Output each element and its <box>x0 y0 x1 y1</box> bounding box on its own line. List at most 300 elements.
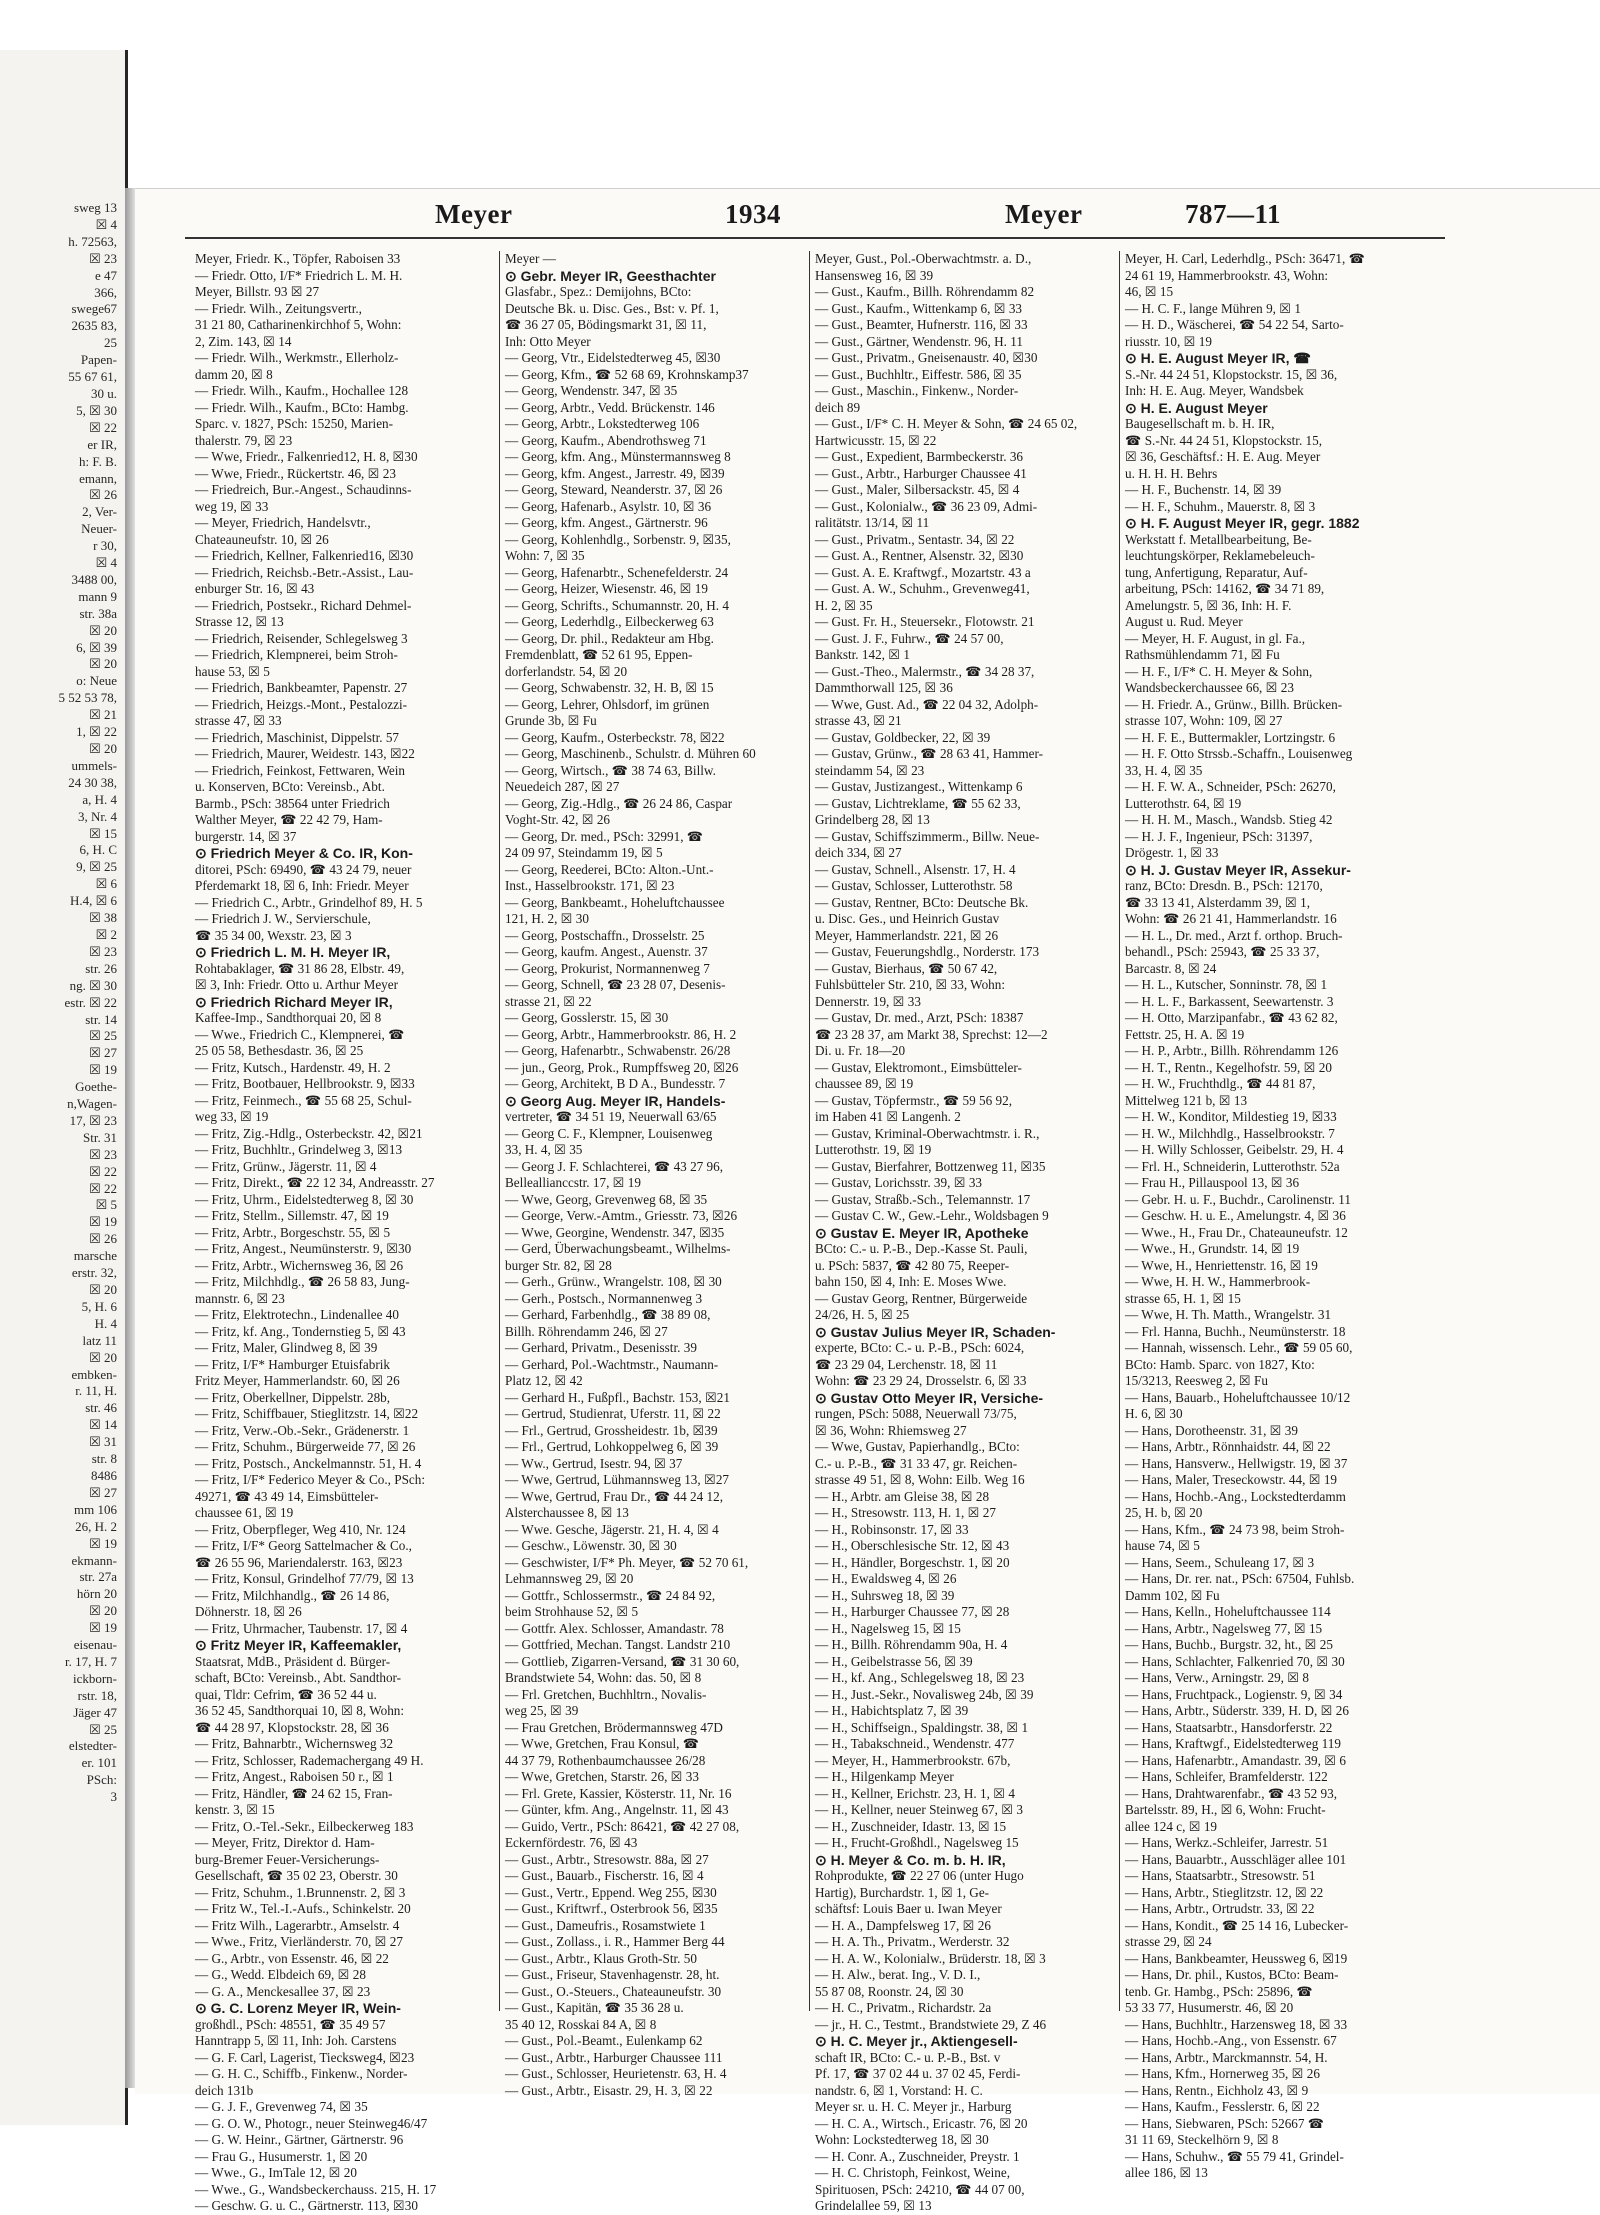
directory-columns <box>195 251 1445 2213</box>
directory-line: Meyer, H. Carl, Lederhdlg., PSch: 36471, ☎ <box>1125 251 1366 266</box>
firm-entry-heading: ⊙ Georg Aug. Meyer IR, Handels- <box>505 1092 726 1109</box>
directory-line: — Fritz W., Tel.-I.-Aufs., Schinkelstr. 20 <box>195 1901 411 1916</box>
directory-line: Spirituosen, PSch: 24210, ☎ 44 07 00, <box>815 2181 1025 2197</box>
directory-line: — Georg, Bankbeamt., Hoheluftchaussee <box>505 894 725 910</box>
directory-line: — Georg, Reederei, BCto: Alton.-Unt.- <box>505 861 714 877</box>
directory-line: — Georg, Arbtr., Vedd. Brückenstr. 146 <box>505 399 715 415</box>
directory-line: 44 37 79, Rothenbaumchaussee 26/28 <box>505 1752 706 1768</box>
directory-line: — Fritz, Schuhm., 1.Brunnenstr. 2, ☒ 3 <box>195 1884 406 1900</box>
directory-line: Dennerstr. 19, ☒ 33 <box>815 993 921 1009</box>
directory-line: Platz 12, ☒ 42 <box>505 1373 583 1388</box>
directory-line: — Fritz, Milchhdlg., ☎ 26 58 83, Jung- <box>195 1274 410 1289</box>
directory-line: — Hans, Kaufm., Fesslerstr. 6, ☒ 22 <box>1125 2099 1320 2114</box>
directory-line: Billh. Röhrendamm 246, ☒ 27 <box>505 1323 668 1339</box>
directory-line: weg 19, ☒ 33 <box>195 498 269 514</box>
left-page-text: ummels- <box>71 757 117 773</box>
directory-line: Lutterothstr. 64, ☒ 19 <box>1125 795 1242 811</box>
left-page-text: ☒ 25 <box>89 1721 117 1737</box>
directory-line: — Fritz, Kutsch., Hardenstr. 49, H. 2 <box>195 1059 391 1075</box>
directory-line: — Wwe, Gretchen, Starstr. 26, ☒ 33 <box>505 1769 699 1784</box>
directory-line: — Georg, kfm. Ang., Münstermannsweg 8 <box>505 449 731 464</box>
left-page-text: str. 46 <box>85 1400 117 1416</box>
directory-line: burg-Bremer Feuer-Versicherungs- <box>195 1851 380 1867</box>
directory-line: — Gust., Kolonialw., ☎ 36 23 09, Admi- <box>815 498 1038 514</box>
directory-line: — G. F. Carl, Lagerist, Tiecksweg4, ☒23 <box>195 2049 415 2065</box>
directory-line: — Wwe, Georg, Grevenweg 68, ☒ 35 <box>505 1191 708 1207</box>
firm-entry-heading: ⊙ H. J. Gustav Meyer IR, Assekur- <box>1125 861 1351 878</box>
directory-line: — Friedrich, Kellner, Falkenried16, ☒30 <box>195 548 414 563</box>
directory-line: — Georg, Hafenarbtr., Schenefelderstr. 24 <box>505 564 729 580</box>
directory-line: — Wwe, H. Th. Matth., Wrangelstr. 31 <box>1125 1307 1332 1322</box>
firm-entry-heading: ⊙ Friedrich Richard Meyer IR, <box>195 993 393 1010</box>
directory-line: — Hans, Kraftwgf., Eidelstedterweg 119 <box>1125 1736 1341 1751</box>
directory-line: Barmb., PSch: 38564 unter Friedrich <box>195 795 390 811</box>
directory-line: — H., Nagelsweg 15, ☒ 15 <box>815 1620 961 1636</box>
directory-line: — Ww., Gertrud, Isestr. 94, ☒ 37 <box>505 1455 683 1471</box>
directory-line: H. 2, ☒ 35 <box>815 597 873 613</box>
directory-line: — Gust., Dameufris., Rosamstwiete 1 <box>505 1917 706 1933</box>
firm-entry-heading: ⊙ Gustav Otto Meyer IR, Versiche- <box>815 1389 1044 1406</box>
directory-line: — Gustav, Feuerungshdlg., Norderstr. 173 <box>815 944 1040 959</box>
directory-line: — Georg, Kaufm., Abendrothsweg 71 <box>505 432 707 448</box>
directory-line: — Hans, Dr. rer. nat., PSch: 67504, Fuhlsb. <box>1125 1571 1355 1586</box>
left-page-text: PSch: <box>86 1772 117 1788</box>
directory-line: ☎ 33 13 41, Alsterdamm 39, ☒ 1, <box>1125 894 1311 910</box>
directory-line: — Georg, kfm. Angest., Jarrestr. 49, ☒39 <box>505 465 725 481</box>
left-page-text: ☒ 27 <box>89 1484 117 1500</box>
directory-line: — Gustav, Goldbecker, 22, ☒ 39 <box>815 729 991 745</box>
left-page-text: ☒ 14 <box>89 1417 117 1433</box>
directory-line: chaussee 61, ☒ 19 <box>195 1505 294 1520</box>
directory-line: weg 25, ☒ 39 <box>505 1703 579 1718</box>
directory-line: Hartig), Burchardstr. 1, ☒ 1, Ge- <box>815 1884 990 1900</box>
left-page-text: ☒ 2 <box>95 926 117 942</box>
left-page-text: a, H. 4 <box>82 791 117 807</box>
directory-line: — Friedrich, Feinkost, Fettwaren, Wein <box>195 762 406 778</box>
directory-line: Drögestr. 1, ☒ 33 <box>1125 845 1219 860</box>
directory-line: — H. C. A., Wirtsch., Ericastr. 76, ☒ 20 <box>815 2115 1028 2131</box>
left-page-text: 8486 <box>91 1467 117 1483</box>
firm-entry-heading: ⊙ Friedrich L. M. H. Meyer IR, <box>195 944 391 960</box>
directory-line: — Gust. Fr. H., Steuersekr., Flotowstr. 21 <box>815 614 1035 629</box>
directory-line: ☎ 23 28 37, am Markt 38, Sprechst: 12—2 <box>815 1026 1048 1042</box>
directory-line: — Hans, Siebwaren, PSch: 52667 ☎ <box>1125 2115 1325 2131</box>
directory-line: leuchtungskörper, Reklamebeleuch- <box>1125 548 1315 563</box>
directory-line: — Georg C. F., Klempner, Louisenweg <box>505 1125 713 1141</box>
directory-line: — Georg, Gosslerstr. 15, ☒ 30 <box>505 1010 669 1025</box>
left-page-text: mann 9 <box>78 588 117 604</box>
left-page-text: 26, H. 2 <box>75 1518 117 1534</box>
directory-line: — Hans, Fruchtpack., Logienstr. 9, ☒ 34 <box>1125 1686 1343 1702</box>
left-page-text: mm 106 <box>74 1501 117 1517</box>
directory-line: — H., Hilgenkamp Meyer <box>815 1769 954 1784</box>
directory-line: — H., Ewaldsweg 4, ☒ 26 <box>815 1571 957 1586</box>
directory-line: Hartwicusstr. 15, ☒ 22 <box>815 432 937 448</box>
directory-line: — Fritz, Milchhandlg., ☎ 26 14 86, <box>195 1587 390 1603</box>
directory-line: BCto: Hamb. Sparc. von 1827, Kto: <box>1125 1356 1315 1372</box>
directory-line: — Fritz, Uhrmacher, Taubenstr. 17, ☒ 4 <box>195 1620 408 1636</box>
directory-line: u. H. H. H. Behrs <box>1125 465 1218 481</box>
left-page-text: 2635 83, <box>71 318 117 334</box>
directory-line: — Fritz, kf. Ang., Tondernstieg 5, ☒ 43 <box>195 1323 406 1339</box>
directory-line: — Georg, Vtr., Eidelstedterweg 45, ☒30 <box>505 350 721 365</box>
directory-line: Meyer, Billstr. 93 ☒ 27 <box>195 284 320 299</box>
directory-line: strasse 21, ☒ 22 <box>505 993 592 1009</box>
left-page-text: ☒ 6 <box>95 876 117 892</box>
directory-line: — Hans, Kfm., ☎ 24 73 98, beim Stroh- <box>1125 1521 1345 1537</box>
directory-line: — Friedr. Wilh., Zeitungsvertr., <box>195 300 362 316</box>
directory-line: Rohtabaklager, ☎ 31 86 28, Elbstr. 49, <box>195 960 405 976</box>
directory-line: damm 20, ☒ 8 <box>195 366 273 382</box>
directory-line: — Georg, Kfm., ☎ 52 68 69, Krohnskamp37 <box>505 366 749 382</box>
directory-line: — Gust., I/F* C. H. Meyer & Sohn, ☎ 24 65 02, <box>815 416 1078 431</box>
directory-line: ranz, BCto: Dresdn. B., PSch: 12170, <box>1125 878 1323 893</box>
directory-line: — Georg, kfm. Angest., Gärtnerstr. 96 <box>505 515 708 530</box>
directory-line: Werkstatt f. Metallbearbeitung, Be- <box>1125 531 1312 547</box>
directory-line: nandstr. 6, ☒ 1, Vorstand: H. C. <box>815 2082 983 2098</box>
directory-line: — Wwe, Gust. Ad., ☎ 22 04 32, Adolph- <box>815 696 1039 712</box>
directory-line: strasse 29, ☒ 24 <box>1125 1934 1212 1949</box>
left-page-text: 366, <box>94 284 117 300</box>
directory-line: — Gustav, Kriminal-Oberwachtmstr. i. R., <box>815 1125 1040 1141</box>
left-page-text: str. 14 <box>85 1011 117 1027</box>
directory-line: — Frl. H., Schneiderin, Lutterothstr. 52a <box>1125 1158 1340 1174</box>
directory-line: — Wwe., H., Grundstr. 14, ☒ 19 <box>1125 1241 1300 1256</box>
directory-line: — Wwe, Gertrud, Frau Dr., ☎ 44 24 12, <box>505 1488 723 1504</box>
left-page-text: 17, ☒ 23 <box>69 1112 117 1128</box>
directory-line: — Meyer, Fritz, Direktor d. Ham- <box>195 1835 375 1850</box>
directory-line: — Hans, Bauarbtr., Ausschläger allee 101 <box>1125 1851 1347 1867</box>
directory-line: — Gertrud, Studienrat, Uferstr. 11, ☒ 22 <box>505 1406 721 1421</box>
directory-line: Fettstr. 25, H. A. ☒ 19 <box>1125 1026 1245 1042</box>
directory-line: Meyer — <box>505 251 556 266</box>
directory-line: — H. P., Arbtr., Billh. Röhrendamm 126 <box>1125 1043 1339 1058</box>
directory-line: Baugesellschaft m. b. H. IR, <box>1125 416 1275 431</box>
directory-line: ☒ 36, Wohn: Rhiemsweg 27 <box>815 1422 967 1438</box>
directory-line: — Georg J. F. Schlachterei, ☎ 43 27 96, <box>505 1158 724 1174</box>
left-page-text: 3 <box>110 1789 117 1805</box>
directory-line: — H. C. Christoph, Feinkost, Weine, <box>815 2165 1011 2180</box>
directory-line: — H., Kellner, Erichstr. 23, H. 1, ☒ 4 <box>815 1785 1015 1801</box>
directory-line: Grunde 3b, ☒ Fu <box>505 713 597 728</box>
directory-line: Gesellschaft, ☎ 35 02 23, Oberstr. 30 <box>195 1868 398 1883</box>
directory-line: — Fritz, Schiffbauer, Stieglitzstr. 14, ☒22 <box>195 1406 419 1421</box>
directory-line: — Gust., Arbtr., Harburger Chaussee 41 <box>815 465 1027 481</box>
left-page-text: H.4, ☒ 6 <box>69 893 117 909</box>
directory-line: — Gust., Arbtr., Stresowstr. 88a, ☒ 27 <box>505 1851 709 1867</box>
left-page-text: ☒ 21 <box>89 707 117 723</box>
directory-line: — H. Willy Schlosser, Geibelstr. 29, H. 4 <box>1125 1142 1344 1157</box>
left-page-text: hörn 20 <box>76 1586 117 1602</box>
directory-line: — Fritz, Verw.-Ob.-Sekr., Grädenerstr. 1 <box>195 1422 410 1438</box>
directory-line: — Fritz, Angest., Raboisen 50 r., ☒ 1 <box>195 1769 394 1784</box>
directory-line: — Gustav, Justizangest., Wittenkamp 6 <box>815 779 1023 794</box>
left-page-text: ☒ 26 <box>89 487 117 503</box>
directory-line: 24 61 19, Hammerbrookstr. 43, Wohn: <box>1125 267 1329 283</box>
directory-line: strasse 65, H. 1, ☒ 15 <box>1125 1290 1241 1306</box>
directory-line: — Hans, Seem., Schuleang 17, ☒ 3 <box>1125 1554 1315 1570</box>
column-4 <box>1125 251 1425 2180</box>
directory-line: — Friedr. Wilh., Kaufm., BCto: Hambg. <box>195 399 409 415</box>
left-page-text: str. 8 <box>91 1451 117 1467</box>
directory-line: Wohn: 7, ☒ 35 <box>505 548 585 563</box>
column-divider <box>499 251 500 2011</box>
directory-line: Pf. 17, ☎ 37 02 44 u. 37 02 45, Ferdi- <box>815 2066 1021 2081</box>
column-divider <box>809 251 810 2011</box>
directory-line: Barcastr. 8, ☒ 24 <box>1125 960 1217 976</box>
directory-line: — G. J. F., Grevenweg 74, ☒ 35 <box>195 2099 368 2114</box>
directory-line: — Gustav Georg, Rentner, Bürgerweide <box>815 1290 1028 1306</box>
left-page-text: latz 11 <box>82 1332 117 1348</box>
directory-line: Lutterothstr. 19, ☒ 19 <box>815 1142 932 1157</box>
directory-line: — Gust., Friseur, Stavenhagenstr. 28, ht. <box>505 1967 720 1982</box>
directory-line: — H. A. Th., Privatm., Werderstr. 32 <box>815 1934 1010 1949</box>
directory-line: — Gust. A., Rentner, Alsenstr. 32, ☒30 <box>815 548 1024 563</box>
directory-line: strasse 47, ☒ 33 <box>195 713 282 728</box>
column-1 <box>195 251 495 2213</box>
directory-line: — Fritz Wilh., Lagerarbtr., Amselstr. 4 <box>195 1917 400 1933</box>
directory-line: thalerstr. 79, ☒ 23 <box>195 432 293 448</box>
left-page-text: ☒ 19 <box>89 1214 117 1230</box>
directory-line: Staatsrat, MdB., Präsident d. Bürger- <box>195 1653 391 1669</box>
directory-line: — Gust., Arbtr., Eisastr. 29, H. 3, ☒ 22 <box>505 2082 713 2098</box>
directory-line: — Georg, Arbtr., Lokstedterweg 106 <box>505 416 700 431</box>
directory-line: — Wwe., Friedrich C., Klempnerei, ☎ <box>195 1026 405 1042</box>
directory-line: ☎ 44 28 97, Klopstockstr. 28, ☒ 36 <box>195 1719 389 1735</box>
directory-line: Damm 102, ☒ Fu <box>1125 1587 1220 1603</box>
left-page-text: 5 52 53 78, <box>58 690 117 706</box>
directory-line: — George, Verw.-Amtm., Griesstr. 73, ☒26 <box>505 1208 738 1223</box>
directory-line: weg 33, ☒ 19 <box>195 1109 269 1124</box>
left-page-text: ☒ 5 <box>95 1197 117 1213</box>
left-page-text: Str. 31 <box>83 1129 117 1145</box>
left-page-text: ☒ 22 <box>89 1180 117 1196</box>
directory-line: Alsterchaussee 8, ☒ 13 <box>505 1505 629 1520</box>
directory-line: — H. Alw., berat. Ing., V. D. I., <box>815 1967 981 1982</box>
directory-line: Mittelweg 121 b, ☒ 13 <box>1125 1092 1248 1108</box>
left-page-text: ☒ 4 <box>95 216 117 232</box>
left-page-text: ☒ 20 <box>89 741 117 756</box>
left-page-text: rstr. 18, <box>77 1687 117 1703</box>
directory-line: — Georg, Arbtr., Hammerbrookstr. 86, H. 2 <box>505 1026 737 1042</box>
directory-line: Wohn: ☎ 23 29 24, Drosselstr. 6, ☒ 33 <box>815 1373 1027 1388</box>
directory-line: — H., Tabakschneid., Wendenstr. 477 <box>815 1736 1015 1751</box>
directory-line: Belleallianccstr. 17, ☒ 19 <box>505 1175 641 1190</box>
directory-line: Meyer, Gust., Pol.-Oberwachtmstr. a. D., <box>815 251 1032 266</box>
directory-line: — Fritz, Oberpfleger, Weg 410, Nr. 124 <box>195 1521 406 1537</box>
directory-line: — Hannah, wissensch. Lehr., ☎ 59 05 60, <box>1125 1340 1353 1355</box>
left-page-text: er IR, <box>87 436 117 452</box>
directory-line: — H. C. F., lange Mühren 9, ☒ 1 <box>1125 300 1301 316</box>
directory-line: — Gust., Expedient, Barmbeckerstr. 36 <box>815 449 1024 464</box>
directory-line: — Meyer, H., Hammerbrookstr. 67b, <box>815 1752 1011 1768</box>
directory-line: Voght-Str. 42, ☒ 26 <box>505 812 611 827</box>
directory-line: — jun., Georg, Prok., Rumpffsweg 20, ☒26 <box>505 1059 739 1075</box>
directory-line: großhdl., PSch: 48551, ☎ 35 49 57 <box>195 2016 386 2032</box>
directory-line: Di. u. Fr. 18—20 <box>815 1043 906 1058</box>
directory-line: — H., Habichtsplatz 7, ☒ 39 <box>815 1703 969 1718</box>
directory-line: — Hans, Staatsarbtr., Hansdorferstr. 22 <box>1125 1719 1333 1735</box>
left-page-text: ☒ 31 <box>89 1434 117 1450</box>
left-page-text: Goethe- <box>75 1079 117 1095</box>
left-page-text: Papen- <box>80 352 117 368</box>
directory-line: 35 40 12, Rosskai 84 A, ☒ 8 <box>505 2016 657 2032</box>
directory-line: — H. Friedr. A., Grünw., Billh. Brücken- <box>1125 696 1343 712</box>
left-page-text: ☒ 20 <box>89 1603 117 1619</box>
directory-line: deich 131b <box>195 2082 254 2098</box>
directory-line: — H. F., Schuhm., Mauerstr. 8, ☒ 3 <box>1125 498 1316 514</box>
directory-line: — H. Conr. A., Zuschneider, Preystr. 1 <box>815 2148 1020 2164</box>
directory-line: — Gustav, Schiffszimmerm., Billw. Neue- <box>815 828 1040 844</box>
directory-line: — Friedrich, Heizgs.-Mont., Pestalozzi- <box>195 696 408 712</box>
directory-line: — Gust., Privatm., Sentastr. 34, ☒ 22 <box>815 531 1015 547</box>
left-page-text: ☒ 19 <box>89 1535 117 1551</box>
directory-line: — H., Robinsonstr. 17, ☒ 33 <box>815 1521 969 1537</box>
directory-line: — Fritz, Angest., Neumünsterstr. 9, ☒30 <box>195 1241 412 1256</box>
left-page-text: emann, <box>79 470 117 486</box>
directory-line: — Gust., Kaufm., Billh. Röhrendamm 82 <box>815 284 1035 299</box>
directory-line: Brandstwiete 54, Wohn: das. 50, ☒ 8 <box>505 1670 702 1685</box>
directory-line: schaft, BCto: Vereinsb., Abt. Sandthor- <box>195 1670 402 1685</box>
left-page-text: str. 38a <box>79 605 117 621</box>
directory-line: — H. W., Milchhdlg., Hasselbrookstr. 7 <box>1125 1125 1335 1141</box>
directory-line: Fremdenblatt, ☎ 52 61 95, Eppen- <box>505 647 693 662</box>
directory-line: — Friedrich J. W., Servierschule, <box>195 911 371 926</box>
directory-line: — Gebr. H. u. F., Buchdr., Carolinenstr. 11 <box>1125 1191 1351 1207</box>
directory-line: — Hans, Kondit., ☎ 25 14 16, Lubecker- <box>1125 1917 1349 1933</box>
directory-line: — Fritz, Maler, Glindweg 8, ☒ 39 <box>195 1340 378 1355</box>
directory-line: Pferdemarkt 18, ☒ 6, Inh: Friedr. Meyer <box>195 878 409 893</box>
directory-line: — Gustav, Lichtreklame, ☎ 55 62 33, <box>815 795 1021 811</box>
directory-line: u. Konserven, BCto: Vereinsb., Abt. <box>195 779 385 794</box>
directory-line: — Friedrich, Postsekr., Richard Dehmel- <box>195 597 412 613</box>
directory-line: — Gust., Vertr., Eppend. Weg 255, ☒30 <box>505 1884 717 1900</box>
left-page-text: str. 26 <box>85 960 117 976</box>
left-page-text: ☒ 25 <box>89 1028 117 1044</box>
directory-line: — H. D., Wäscherei, ☎ 54 22 54, Sarto- <box>1125 317 1344 332</box>
directory-line: Kaffee-Imp., Sandthorquai 20, ☒ 8 <box>195 1010 382 1025</box>
directory-line: — Gust., Arbtr., Klaus Groth-Str. 50 <box>505 1950 697 1966</box>
directory-line: — Hans, Bauarb., Hoheluftchaussee 10/12 <box>1125 1389 1351 1405</box>
directory-line: Meyer, Friedr. K., Töpfer, Raboisen 33 <box>195 251 401 266</box>
directory-line: Wohn: ☎ 26 21 41, Hammerlandstr. 16 <box>1125 911 1337 926</box>
directory-line: Inh: H. E. Aug. Meyer, Wandsbek <box>1125 383 1304 398</box>
directory-line: 31 21 80, Catharinenkirchhof 5, Wohn: <box>195 317 402 332</box>
directory-line: — Gust., Kriftwrf., Osterbrook 56, ☒35 <box>505 1901 718 1916</box>
directory-line: Dammthorwall 125, ☒ 36 <box>815 680 953 695</box>
running-head-right: Meyer <box>1005 199 1083 229</box>
directory-line: — Gust., Maler, Silbersackstr. 45, ☒ 4 <box>815 482 1020 497</box>
directory-line: — Friedrich, Maschinist, Dippelstr. 57 <box>195 729 400 745</box>
firm-entry-heading: ⊙ Friedrich Meyer & Co. IR, Kon- <box>195 845 413 861</box>
directory-line: H. 6, ☒ 30 <box>1125 1406 1183 1421</box>
directory-line: — Gust., Arbtr., Harburger Chaussee 111 <box>505 2049 723 2065</box>
directory-line: bahn 150, ☒ 4, Inh: E. Moses Wwe. <box>815 1274 1007 1289</box>
left-page-text: 2, Ver- <box>82 504 117 520</box>
directory-line: — Georg, Dr. med., PSch: 32991, ☎ <box>505 828 704 844</box>
column-divider <box>1119 251 1120 2011</box>
directory-line: — Georg, kaufm. Angest., Auenstr. 37 <box>505 944 708 959</box>
directory-line: — Gust., Kaufm., Wittenkamp 6, ☒ 33 <box>815 300 1023 316</box>
directory-line: — H. W., Konditor, Mildestieg 19, ☒33 <box>1125 1109 1337 1124</box>
directory-line: — Fritz, Bootbauer, Hellbrookstr. 9, ☒33 <box>195 1076 415 1091</box>
directory-line: Bankstr. 142, ☒ 1 <box>815 647 910 662</box>
left-page-text: Jäger 47 <box>73 1704 117 1720</box>
left-page-text: H. 4 <box>94 1315 117 1331</box>
directory-line: — Gust., Bauarb., Fischerstr. 16, ☒ 4 <box>505 1868 704 1883</box>
directory-line: — Guido, Vertr., PSch: 86421, ☎ 42 27 08, <box>505 1818 740 1834</box>
directory-line: — Gerh., Grünw., Wrangelstr. 108, ☒ 30 <box>505 1274 722 1289</box>
column-2 <box>505 251 805 2098</box>
directory-line: strasse 107, Wohn: 109, ☒ 27 <box>1125 713 1283 728</box>
directory-line: — Fritz, Elektrotechn., Lindenallee 40 <box>195 1307 399 1322</box>
directory-line: Inh: Otto Meyer <box>505 333 591 349</box>
directory-line: Döhnerstr. 18, ☒ 26 <box>195 1604 302 1619</box>
directory-line: — Frau Gretchen, Brödermannsweg 47D <box>505 1719 723 1735</box>
directory-line: — Meyer, Friedrich, Handelsvtr., <box>195 515 371 530</box>
directory-line: — Hans, Kfm., Hornerweg 35, ☒ 26 <box>1125 2066 1320 2081</box>
firm-entry-heading: ⊙ H. C. Meyer jr., Aktiengesell- <box>815 2033 1018 2049</box>
directory-line: — H. L., Kutscher, Sonninstr. 78, ☒ 1 <box>1125 977 1328 992</box>
directory-line: Amelungstr. 5, ☒ 36, Inh: H. F. <box>1125 597 1292 613</box>
directory-line: — Georg, Kaufm., Osterbeckstr. 78, ☒22 <box>505 729 725 745</box>
directory-line: — H. F. E., Buttermakler, Lortzingstr. 6 <box>1125 729 1336 745</box>
directory-line: Wohn: Lockstedterweg 18, ☒ 30 <box>815 2132 989 2147</box>
directory-line: allee 124 c, ☒ 19 <box>1125 1818 1218 1834</box>
directory-line: — Gust. A. E. Kraftwgf., Mozartstr. 43 a <box>815 564 1031 580</box>
directory-line: — Gust. A. W., Schuhm., Grevenweg41, <box>815 581 1030 596</box>
left-page-text: 5, ☒ 30 <box>76 402 117 418</box>
header-rule <box>185 237 1445 239</box>
directory-line: Sparc. v. 1827, PSch: 15250, Marien- <box>195 416 394 431</box>
directory-line: — Georg, Wendenstr. 347, ☒ 35 <box>505 383 678 398</box>
directory-line: — Georg, Postschaffn., Drosselstr. 25 <box>505 927 705 943</box>
directory-line: — Hans, Arbtr., Marckmannstr. 54, H. <box>1125 2049 1328 2065</box>
directory-line: — Gust. J. F., Fuhrw., ☎ 24 57 00, <box>815 630 1004 646</box>
directory-line: — H., Arbtr. am Gleise 38, ☒ 28 <box>815 1488 990 1504</box>
directory-line: — Friedr. Otto, I/F* Friedrich L. M. H. <box>195 267 403 283</box>
directory-line: — Hans, Dorotheenstr. 31, ☒ 39 <box>1125 1422 1298 1438</box>
directory-line: — Wwe., H., Frau Dr., Chateauneufstr. 12 <box>1125 1224 1348 1240</box>
directory-line: — Gustav, Töpfermstr., ☎ 59 56 92, <box>815 1092 1013 1108</box>
directory-line: — Hans, Dr. phil., Kustos, BCto: Beam- <box>1125 1967 1339 1982</box>
running-head-year: 1934 <box>725 199 781 229</box>
directory-line: experte, BCto: C.- u. P.-B., PSch: 6024, <box>815 1340 1025 1355</box>
directory-line: — Georg, Schrifts., Schumannstr. 20, H. 4 <box>505 597 729 613</box>
directory-line: — Hans, Arbtr., Rönnhaidstr. 44, ☒ 22 <box>1125 1439 1331 1454</box>
directory-line: — Wwe, Friedr., Rückertstr. 46, ☒ 23 <box>195 465 396 481</box>
directory-line: enburger Str. 16, ☒ 43 <box>195 581 315 596</box>
directory-line: — Wwe. Gesche, Jägerstr. 21, H. 4, ☒ 4 <box>505 1521 719 1537</box>
directory-line: — Geschwister, I/F* Ph. Meyer, ☎ 52 70 61, <box>505 1554 749 1570</box>
directory-line: dorferlandstr. 54, ☒ 20 <box>505 663 628 679</box>
directory-line: — Wwe, H., Henriettenstr. 16, ☒ 19 <box>1125 1257 1318 1273</box>
directory-line: — Hans, Hochb.-Ang., von Essenstr. 67 <box>1125 2033 1337 2048</box>
directory-line: — Georg, Steward, Neanderstr. 37, ☒ 26 <box>505 482 723 497</box>
left-page-text: r. 11, H. <box>75 1383 117 1399</box>
left-page-text: erstr. 32, <box>71 1265 117 1281</box>
left-page-text: 1, ☒ 22 <box>76 724 117 740</box>
directory-line: — Georg, Architekt, B D A., Bundesstr. 7 <box>505 1076 726 1091</box>
directory-line: — Hans, Hafenarbtr., Amandastr. 39, ☒ 6 <box>1125 1752 1346 1768</box>
directory-line: — Georg, Dr. phil., Redakteur am Hbg. <box>505 630 714 646</box>
directory-line: — Hans, Arbtr., Stieglitzstr. 12, ☒ 22 <box>1125 1884 1324 1900</box>
directory-line: — Gottfr. Alex. Schlosser, Amandastr. 78 <box>505 1620 724 1636</box>
directory-line: — Hans, Buchhltr., Harzensweg 18, ☒ 33 <box>1125 2016 1348 2032</box>
directory-line: — Georg, Prokurist, Normannenweg 7 <box>505 960 710 976</box>
directory-line: — H., kf. Ang., Schlegelsweg 18, ☒ 23 <box>815 1670 1025 1685</box>
directory-line: — Hans, Arbtr., Süderstr. 339, H. D, ☒ 26 <box>1125 1703 1349 1718</box>
